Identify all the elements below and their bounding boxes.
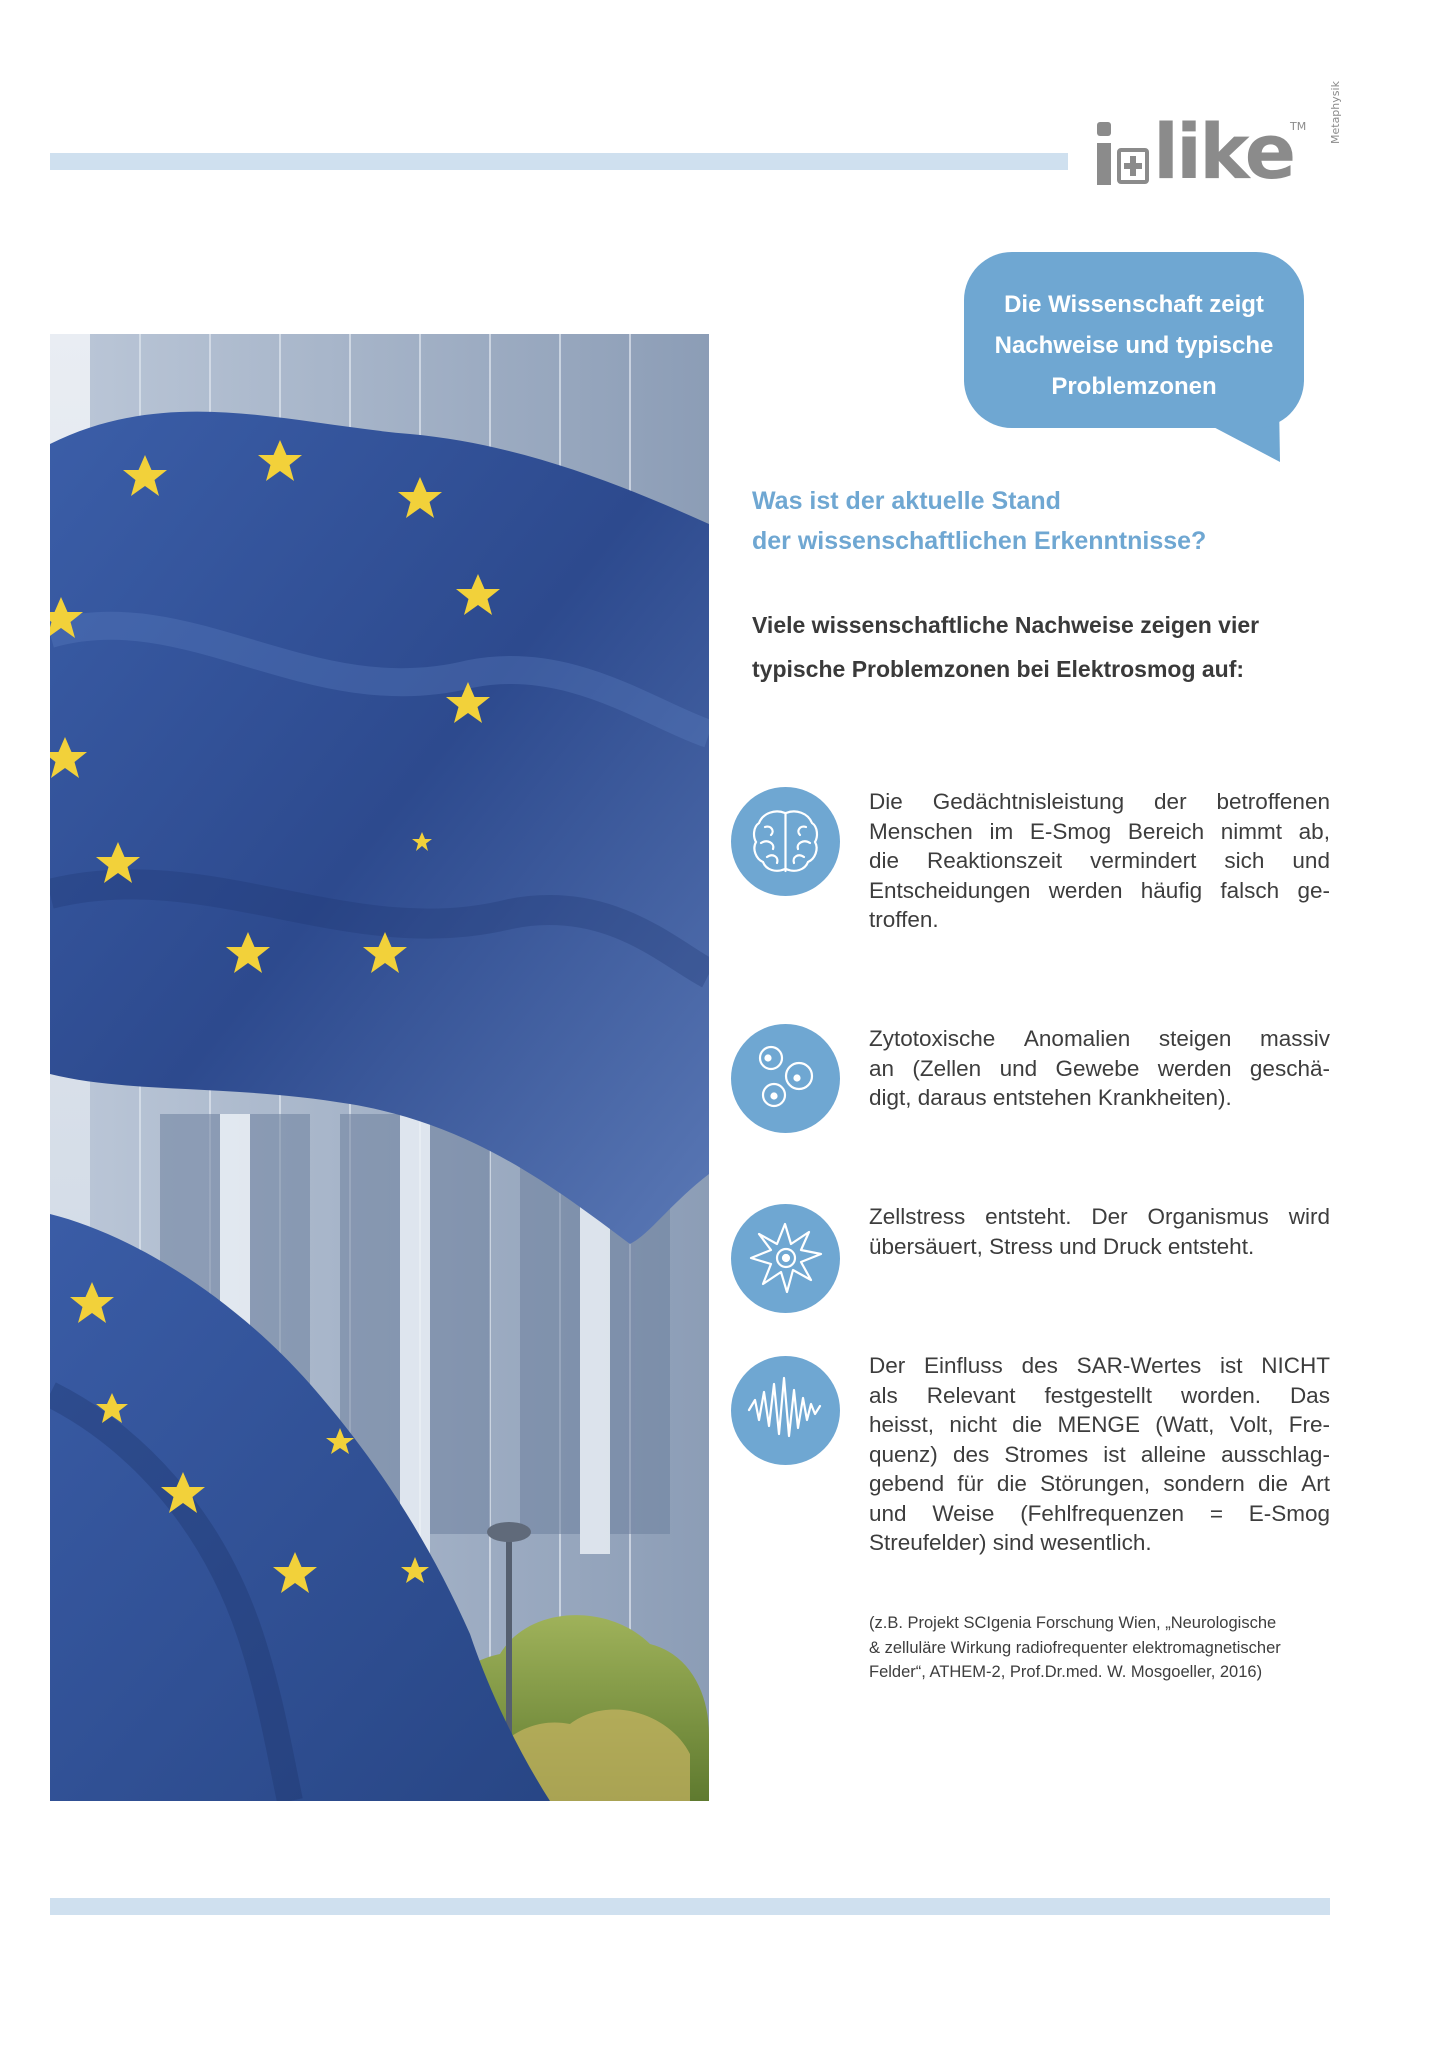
logo-cross-icon	[1117, 148, 1149, 184]
subtitle-line: der wissenschaftlichen Erkenntnisse?	[752, 527, 1207, 555]
item-line: als Relevant festgestellt worden. Das	[869, 1382, 1330, 1408]
lead-line: Viele wissenschaftliche Nachweise zeigen vier	[752, 612, 1260, 638]
lead-paragraph	[752, 603, 1259, 691]
item-cellstress-text	[869, 1202, 1330, 1261]
item-line: die Reaktionszeit vermindert sich und	[869, 848, 1330, 873]
logo-tagline: Metaphysik	[1329, 81, 1342, 144]
eu-flags-photo	[50, 334, 709, 1801]
stressed-cell-icon	[731, 1204, 840, 1313]
speech-bubble-line: Nachweise und typische	[994, 332, 1274, 359]
item-cytotoxic-text	[869, 1024, 1330, 1113]
item-line: und Weise (Fehlfrequenzen = E-Smog	[869, 1500, 1330, 1526]
item-line: gebend für die Störungen, sondern die Art	[869, 1471, 1330, 1496]
bottom-divider-bar	[50, 1898, 1330, 1915]
item-sar-text	[869, 1351, 1330, 1558]
citation-line: Felder“, ATHEM-2, Prof.Dr.med. W. Mosgoeller, 2016)	[869, 1663, 1263, 1681]
speech-bubble-line: Die Wissenschaft zeigt	[1004, 291, 1264, 318]
logo-trademark: TM	[1290, 120, 1307, 133]
item-memory-text	[869, 787, 1330, 935]
citation-line: & zelluläre Wirkung radiofrequenter elektromagnetischer	[869, 1638, 1281, 1657]
speech-bubble-line: Problemzonen	[1051, 373, 1217, 400]
waveform-icon	[731, 1356, 840, 1465]
top-divider-bar	[50, 153, 1068, 170]
item-line: Entscheidungen werden häufig falsch ge-	[869, 877, 1330, 903]
subtitle-line: Was ist der aktuelle Stand	[752, 487, 1061, 515]
item-line: quenz) des Stromes ist alleine ausschlag-	[869, 1441, 1330, 1467]
logo-i-dot	[1097, 122, 1111, 136]
item-line: Zytotoxische Anomalien steigen massiv	[869, 1026, 1330, 1051]
item-line: Der Einfluss des SAR-Wertes ist NICHT	[869, 1353, 1330, 1378]
logo-wordmark: like	[1153, 107, 1294, 196]
lead-line: typische Problemzonen bei Elektrosmog auf:	[752, 656, 1245, 682]
cells-icon	[731, 1024, 840, 1133]
item-line: übersäuert, Stress und Druck entsteht.	[869, 1233, 1255, 1259]
section-subtitle	[752, 481, 1206, 561]
item-line: Menschen im E-Smog Bereich nimmt ab,	[869, 818, 1330, 844]
ilike-logo	[1093, 81, 1343, 200]
speech-bubble	[964, 252, 1304, 428]
source-citation	[869, 1611, 1330, 1685]
item-line: an (Zellen und Gewebe werden geschä-	[869, 1055, 1330, 1081]
citation-line: (z.B. Projekt SCIgenia Forschung Wien, „Neurologische	[869, 1614, 1277, 1632]
item-line: Streufelder) sind wesentlich.	[869, 1530, 1152, 1555]
brain-icon	[731, 787, 840, 896]
eu-flags-photo-illustration	[50, 334, 709, 1801]
item-line: Die Gedächtnisleistung der betroffenen	[869, 789, 1330, 814]
item-line: heisst, nicht die MENGE (Watt, Volt, Fre-	[869, 1412, 1330, 1437]
item-line: troffen.	[869, 907, 939, 932]
item-line: digt, daraus entstehen Krankheiten).	[869, 1085, 1232, 1110]
speech-bubble-text	[964, 284, 1304, 407]
item-line: Zellstress entsteht. Der Organismus wird	[869, 1204, 1330, 1229]
logo-i-stem	[1097, 143, 1111, 185]
